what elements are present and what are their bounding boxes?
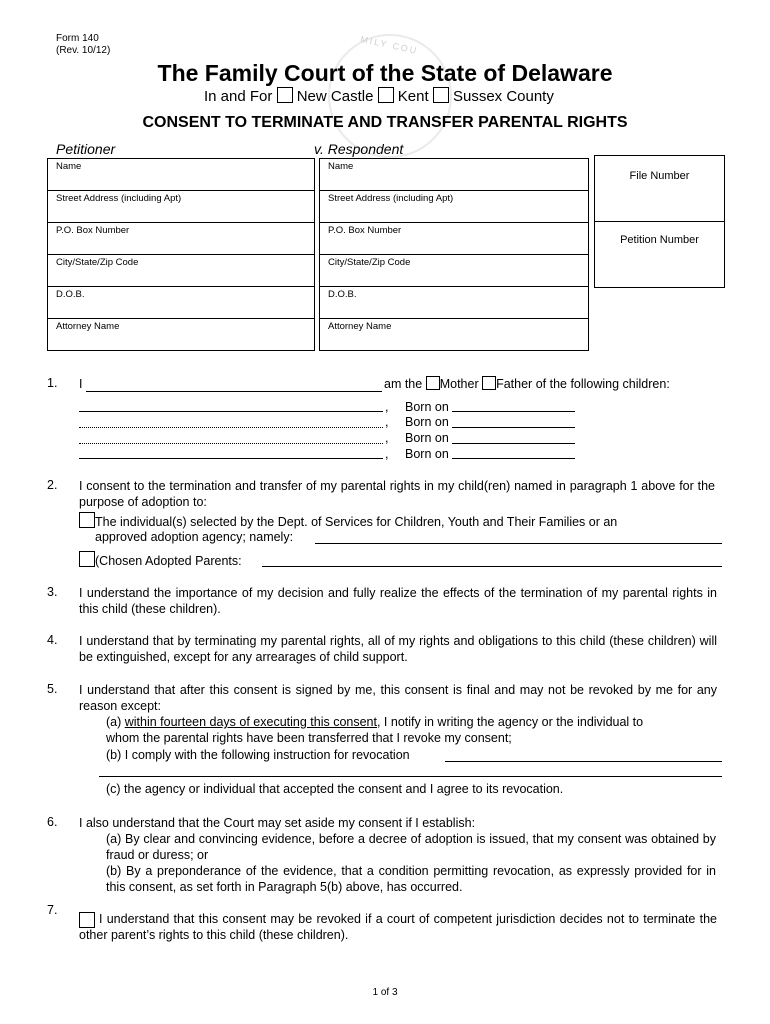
page-title: The Family Court of the State of Delaware bbox=[157, 60, 613, 86]
respondent-name-field[interactable]: Name bbox=[320, 159, 588, 191]
respondent-label: v. Respondent bbox=[314, 141, 404, 157]
child-name-line-3[interactable] bbox=[79, 443, 383, 444]
respondent-street-field[interactable]: Street Address (including Apt) bbox=[320, 191, 588, 223]
respondent-dob-field[interactable]: D.O.B. bbox=[320, 287, 588, 319]
respondent-box bbox=[319, 158, 589, 351]
para-6-number: 6. bbox=[47, 815, 58, 829]
born-on-line-2[interactable] bbox=[452, 427, 575, 428]
option-dept-services-line2: approved adoption agency; namely: bbox=[95, 530, 294, 544]
kent-checkbox[interactable] bbox=[378, 87, 394, 103]
born-on-line-1[interactable] bbox=[452, 411, 575, 412]
option-dept-services: The individual(s) selected by the Dept. of Services for Children, Youth and Their Families or an bbox=[79, 512, 617, 530]
para-2-text: I consent to the termination and transfer of my parental rights in my child(ren) named in paragraph 1 above for the purpose of adoption to: bbox=[79, 479, 715, 509]
para-6-a: (a) By clear and convincing evidence, before a decree of adoption is issued, that my consent was obtained by fraud or duress; or bbox=[106, 832, 716, 862]
born-on-line-4[interactable] bbox=[452, 458, 575, 459]
para-1-number: 1. bbox=[47, 376, 58, 390]
born-on-label-4: Born on bbox=[405, 447, 449, 461]
county-selector bbox=[204, 87, 554, 105]
sussex-checkbox[interactable] bbox=[433, 87, 449, 103]
para-2-number: 2. bbox=[47, 478, 58, 492]
petitioner-box bbox=[47, 158, 315, 351]
form-number: Form 140 bbox=[56, 33, 99, 44]
born-on-label-2: Born on bbox=[405, 415, 449, 429]
revocation-instruction-line-2[interactable] bbox=[99, 776, 722, 777]
para-1-i: I bbox=[79, 377, 83, 391]
born-on-label-3: Born on bbox=[405, 431, 449, 445]
form-revision: (Rev. 10/12) bbox=[56, 45, 111, 56]
option-chosen-parents: (Chosen Adopted Parents: bbox=[79, 551, 242, 569]
para-5-c: (c) the agency or individual that accepted the consent and I agree to its revocation. bbox=[106, 782, 564, 796]
chosen-parents-line[interactable] bbox=[262, 566, 722, 567]
child-name-line-4[interactable] bbox=[79, 458, 383, 459]
child-name-line-1[interactable] bbox=[79, 411, 383, 412]
comma-4: , bbox=[385, 447, 389, 461]
para-3-number: 3. bbox=[47, 585, 58, 599]
para-6-b: (b) By a preponderance of the evidence, that a condition permitting revocation, as expressly provided for in this consent, as set forth in Paragraph 5(b) above, has occurred. bbox=[106, 864, 716, 894]
comma-3: , bbox=[385, 431, 389, 445]
comma-2: , bbox=[385, 415, 389, 429]
petitioner-street-field[interactable]: Street Address (including Apt) bbox=[48, 191, 314, 223]
other-parent-checkbox[interactable] bbox=[79, 912, 95, 928]
para-4-text: I understand that by terminating my parental rights, all of my rights and obligations to this child (these children) will be extinguished, except for any arrearages of child support. bbox=[79, 634, 717, 664]
kent-label: Kent bbox=[397, 88, 429, 105]
mother-checkbox[interactable] bbox=[426, 376, 440, 390]
in-and-for-label: In and For bbox=[204, 88, 273, 105]
respondent-attorney-field[interactable]: Attorney Name bbox=[328, 321, 392, 332]
new-castle-label: New Castle bbox=[296, 88, 374, 105]
para-5-number: 5. bbox=[47, 682, 58, 696]
form-title: CONSENT TO TERMINATE AND TRANSFER PARENTAL RIGHTS bbox=[142, 114, 628, 131]
case-number-box bbox=[594, 155, 725, 288]
petitioner-dob-field[interactable]: D.O.B. bbox=[48, 287, 314, 319]
para-5-a: (a) within fourteen days of executing this consent, I notify in writing the agency or the individual to bbox=[106, 715, 644, 729]
comma-1: , bbox=[385, 400, 389, 414]
file-number-field[interactable]: File Number bbox=[595, 156, 724, 222]
page-number: 1 of 3 bbox=[372, 987, 398, 998]
para-6-text: I also understand that the Court may set aside my consent if I establish: bbox=[79, 816, 476, 830]
chosen-parents-checkbox[interactable] bbox=[79, 551, 95, 567]
dept-services-checkbox[interactable] bbox=[79, 512, 95, 528]
court-seal-text: MILY COU bbox=[359, 34, 420, 56]
parent-name-line[interactable] bbox=[86, 391, 382, 392]
petitioner-name-field[interactable]: Name bbox=[48, 159, 314, 191]
born-on-line-3[interactable] bbox=[452, 443, 575, 444]
para-1-parent-role: am the Mother Father of the following children: bbox=[384, 377, 670, 391]
sussex-label: Sussex County bbox=[452, 88, 554, 105]
para-5-text: I understand that after this consent is signed by me, this consent is final and may not be revoked by me for any reason except: bbox=[79, 683, 717, 713]
para-3-text: I understand the importance of my decision and fully realize the effects of the termination of my parental rights in this child (these children). bbox=[79, 586, 717, 616]
revocation-instruction-line-1[interactable] bbox=[445, 761, 722, 762]
petitioner-label: Petitioner bbox=[56, 141, 116, 157]
petitioner-city-field[interactable]: City/State/Zip Code bbox=[48, 255, 314, 287]
petition-number-field[interactable]: Petition Number bbox=[620, 234, 699, 246]
agency-name-line[interactable] bbox=[315, 543, 722, 544]
petitioner-pobox-field[interactable]: P.O. Box Number bbox=[48, 223, 314, 255]
petitioner-attorney-field[interactable]: Attorney Name bbox=[56, 321, 120, 332]
respondent-pobox-field[interactable]: P.O. Box Number bbox=[320, 223, 588, 255]
respondent-city-field[interactable]: City/State/Zip Code bbox=[320, 255, 588, 287]
born-on-label-1: Born on bbox=[405, 400, 449, 414]
new-castle-checkbox[interactable] bbox=[277, 87, 293, 103]
child-name-line-2[interactable] bbox=[79, 427, 383, 428]
para-4-number: 4. bbox=[47, 633, 58, 647]
para-7-number: 7. bbox=[47, 903, 58, 917]
father-checkbox[interactable] bbox=[482, 376, 496, 390]
para-5-a-line2: whom the parental rights have been transferred that I revoke my consent; bbox=[106, 731, 512, 745]
para-7-text: I understand that this consent may be revoked if a court of competent jurisdiction decides not to terminate the other parent’s rights to this child (these children). bbox=[79, 912, 717, 942]
para-5-b: (b) I comply with the following instruction for revocation bbox=[106, 748, 410, 762]
